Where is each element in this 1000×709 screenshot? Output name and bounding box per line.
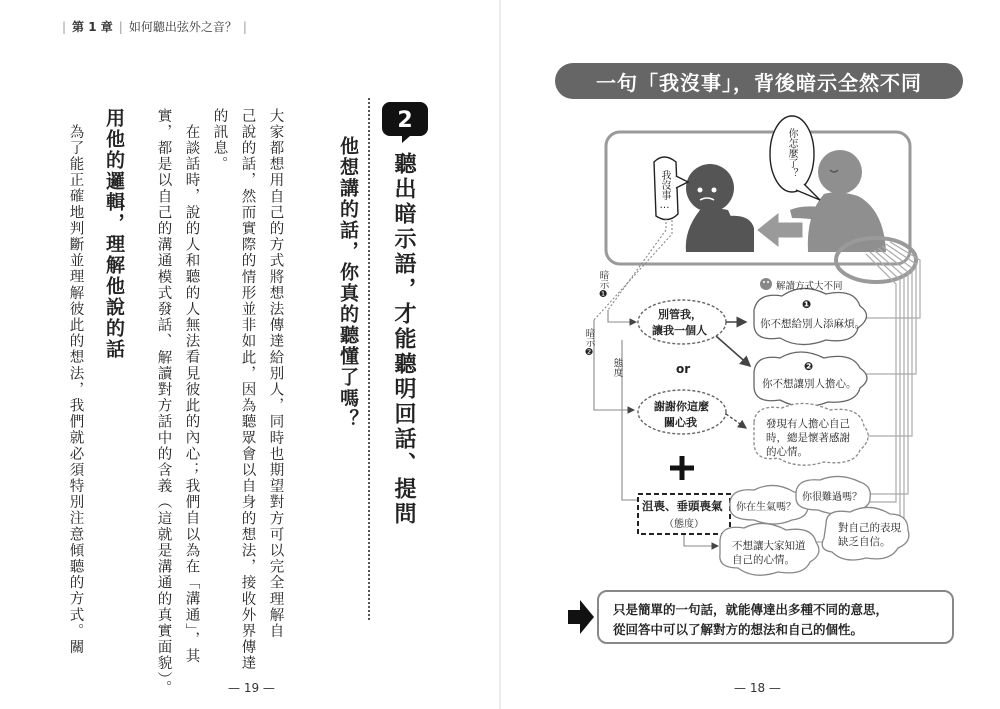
section-subtitle: 他想講的話，你真的聽懂了嗎？ bbox=[337, 136, 359, 430]
diagram-graphics bbox=[568, 110, 968, 590]
hint-2-label: 暗示❷ bbox=[583, 328, 595, 358]
meaning-3-line-1: 發現有人擔心自己 bbox=[766, 418, 850, 430]
paragraph-2-line-2: 實，都是以自己的溝通模式發話、解讀對方話中的含義（這就是溝通的真實面貌）。 bbox=[155, 108, 172, 697]
meaning-5-line-2: 缺乏自信。 bbox=[838, 536, 891, 548]
question-angry: 你在生氣嗎？ bbox=[736, 502, 796, 513]
bubble-text-right: 你怎麼了？ bbox=[786, 128, 797, 178]
section-number: 2 bbox=[397, 108, 413, 133]
bubble-text-left: 我沒事… bbox=[659, 170, 670, 211]
summary-line-1: 只是簡單的一句話，就能傳達出多種不同的意思， bbox=[613, 602, 889, 617]
summary-line-2: 從回答中可以了解對方的想法和自己的個性。 bbox=[613, 622, 864, 637]
page-gutter bbox=[499, 0, 501, 709]
section-title: 聽出暗示語，才能聽明回話、提問 bbox=[391, 152, 416, 527]
left-page-number: — 19 — bbox=[228, 681, 275, 695]
attitude-side-label: 態度 bbox=[611, 358, 623, 377]
meaning-4-line-1: 不想讓大家知道 bbox=[732, 540, 806, 552]
paragraph-3-line-1: 為了能正確地判斷並理解彼此的想法，我們就必須特別注意傾聽的方式。關 bbox=[67, 124, 84, 656]
meaning-1-text: 你不想給別人添麻煩。 bbox=[760, 318, 865, 330]
hint-1-label: 暗示❶ bbox=[597, 270, 609, 300]
running-header: | 第 1 章 | 如何聽出弦外之音？ | bbox=[62, 19, 247, 34]
paragraph-2-line-1: 在談話時，說的人和聽的人無法看見彼此的內心；我們自以為在「溝通」，其 bbox=[183, 124, 200, 665]
meaning-2-text: 你不想讓別人擔心。 bbox=[762, 378, 857, 390]
chapter-label: 第 1 章 bbox=[72, 20, 113, 34]
section-number-badge bbox=[380, 98, 430, 144]
phrase-2-line-1: 謝謝你這麼 bbox=[654, 400, 709, 413]
right-page-number: — 18 — bbox=[734, 681, 781, 695]
interpretation-note: 解讀方式大不同 bbox=[776, 281, 843, 292]
subsection-heading: 用他的邏輯，理解他說的話 bbox=[103, 108, 125, 360]
paragraph-1-line-1: 大家都想用自己的方式將想法傳達給別人，同時也期望對方可以完全理解自 bbox=[267, 108, 284, 640]
dotted-divider bbox=[368, 98, 370, 620]
or-label: or bbox=[676, 362, 691, 376]
question-sad: 你很難過嗎？ bbox=[802, 492, 862, 503]
phrase-1-line-1: 別管我， bbox=[658, 308, 702, 321]
paragraph-1-line-2: 己說的話，然而實際的情形並非如此，因為聽眾會以自身的想法，接收外界傳達 bbox=[239, 108, 256, 672]
meaning-3-line-3: 的心情。 bbox=[766, 446, 808, 458]
phrase-1-line-2: 讓我一個人 bbox=[652, 324, 707, 337]
summary-arrow-icon bbox=[568, 600, 594, 634]
meaning-5-line-1: 對自己的表現 bbox=[838, 522, 901, 534]
plus-icon bbox=[670, 456, 694, 480]
phrase-2-line-2: 關心我 bbox=[664, 416, 697, 429]
communication-diagram bbox=[568, 110, 968, 590]
paragraph-1-line-3: 的訊息。 bbox=[211, 108, 228, 173]
attitude-box-title: 沮喪、垂頭喪氣 bbox=[642, 499, 723, 513]
meaning-3-line-2: 時，總是懷著感謝 bbox=[766, 432, 850, 444]
thinking-face-icon bbox=[760, 278, 772, 290]
summary-box bbox=[597, 590, 954, 644]
book-title: 如何聽出弦外之音？ bbox=[128, 20, 237, 34]
attitude-box-subtitle: （態度） bbox=[664, 519, 704, 530]
diagram-banner: 一句「我沒事」，背後暗示全然不同 bbox=[555, 63, 963, 99]
meaning-1-number: ❶ bbox=[802, 298, 812, 311]
meaning-2-number: ❷ bbox=[804, 360, 814, 373]
meaning-4-line-2: 自己的心情。 bbox=[732, 554, 795, 566]
